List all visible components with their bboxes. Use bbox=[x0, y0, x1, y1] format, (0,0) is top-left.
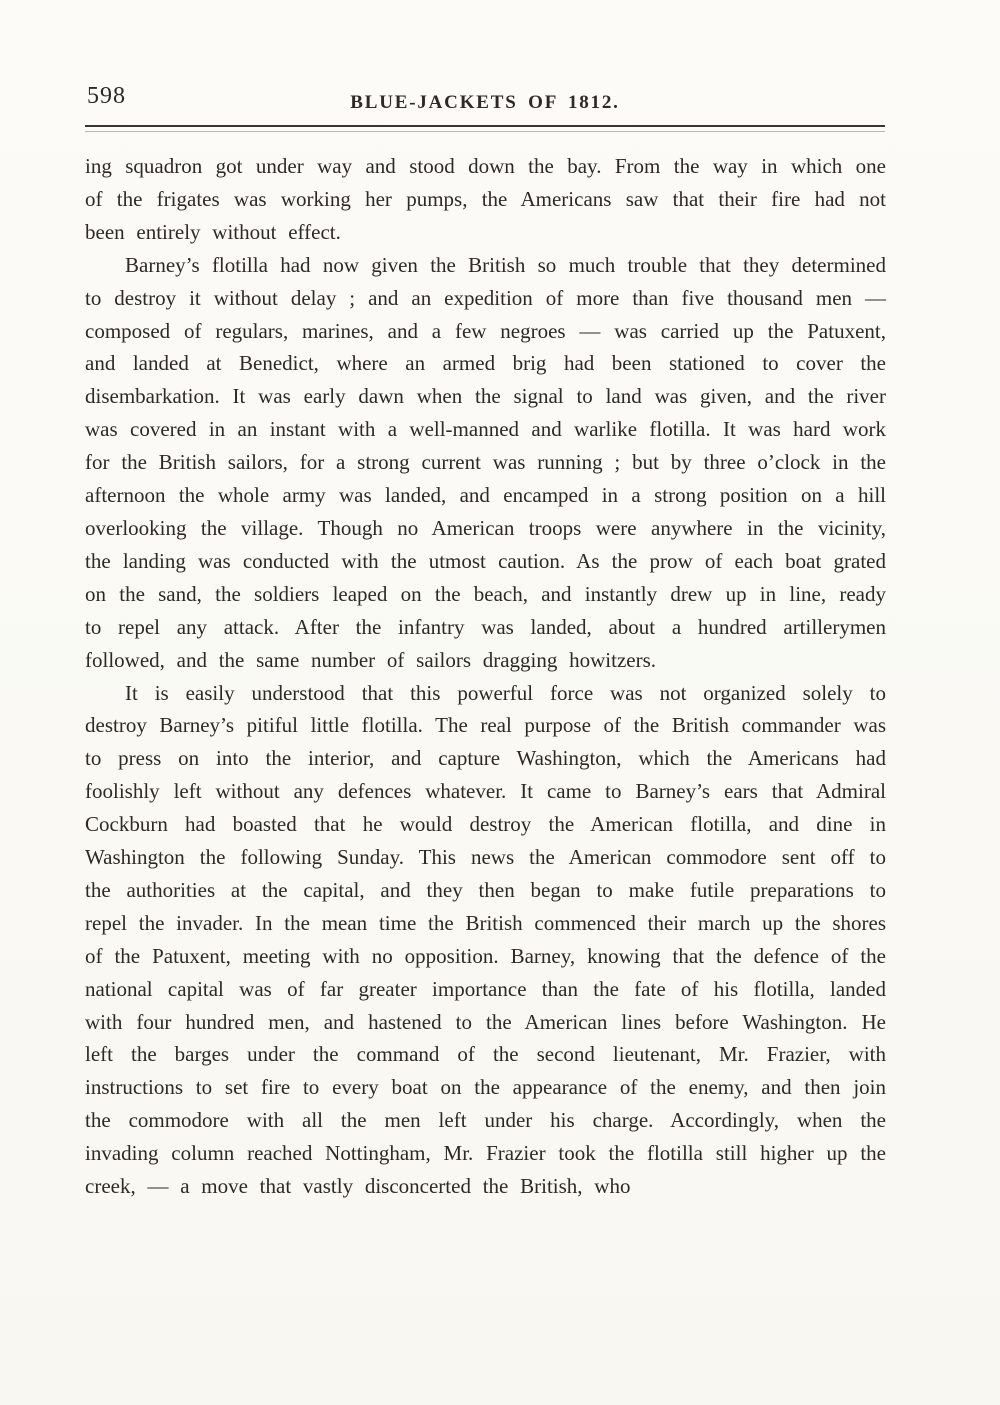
paragraph: ing squadron got under way and stood down the bay. From the way in which one of the frigates was working her pumps, the Americans saw that their fire had not been entirely without effect. bbox=[85, 154, 886, 244]
header-rule bbox=[85, 125, 885, 132]
page-header-title: BLUE-JACKETS OF 1812. bbox=[350, 92, 620, 113]
page-number: 598 bbox=[87, 83, 126, 109]
page-body bbox=[85, 150, 886, 1203]
paragraph: Barney’s flotilla had now given the British so much trouble that they determined to destroy it without delay ; and an expedition of more than five thousand men — composed of regulars, marines, and a few negroes — was carried up the Patuxent, and landed at Benedict, where an armed brig had been stationed to cover the disembarkation. It was early dawn when the signal to land was given, and the river was covered in an instant with a well-manned and warlike flotilla. It was hard work for the British sailors, for a strong current was running ; but by three o’clock in the afternoon the whole army was landed, and encamped in a strong position on a hill overlooking the village. Though no American troops were anywhere in the vicinity, the landing was conducted with the utmost caution. As the prow of each boat grated on the sand, the soldiers leaped on the beach, and instantly drew up in line, ready to repel any attack. After the infantry was landed, about a hundred artillerymen followed, and the same number of sailors dragging howitzers. bbox=[85, 252, 886, 672]
paragraph: It is easily understood that this powerful force was not organized solely to destroy Barney’s pitiful little flotilla. The real purpose of the British commander was to press on into the interior, and capture Washington, which the Americans had foolishly left without any defences whatever. It came to Barney’s ears that Admiral Cockburn had boasted that he would destroy the American flotilla, and dine in Washington the following Sunday. This news the American commodore sent off to the authorities at the capital, and they then began to make futile preparations to repel the invader. In the mean time the British commenced their march up the shores of the Patuxent, meeting with no opposition. Barney, knowing that the defence of the national capital was of far greater importance than the fate of his flotilla, landed with four hundred men, and hastened to the American lines before Washington. He left the barges under the command of the second lieutenant, Mr. Frazier, with instructions to set fire to every boat on the appearance of the enemy, and then join the commodore with all the men left under his charge. Accordingly, when the invading column reached Nottingham, Mr. Frazier took the flotilla still higher up the creek, — a move that vastly disconcerted the British, who bbox=[85, 680, 886, 1199]
